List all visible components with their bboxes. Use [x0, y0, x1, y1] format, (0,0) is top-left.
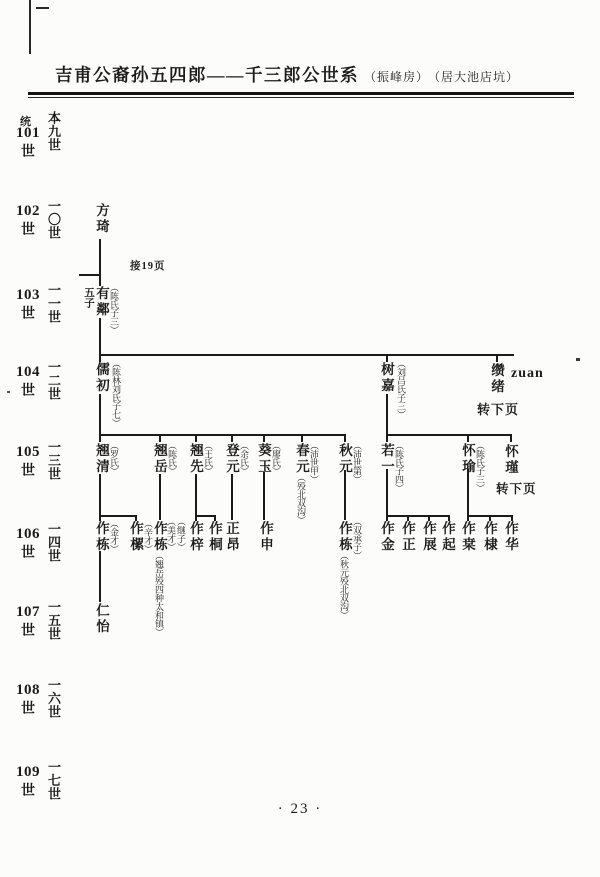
overall-generation-suffix: 世 [21, 223, 35, 238]
tree-connector-line [231, 474, 233, 520]
person-name: 秋元 [337, 443, 352, 475]
scan-artifact [576, 358, 580, 361]
branch-generation-label: 一二世 [46, 360, 61, 401]
tree-connector-line [386, 394, 388, 435]
person-annotation: （翘岳殁四种太和镇） [154, 551, 164, 636]
overall-generation-suffix: 世 [21, 546, 35, 561]
page-header [55, 62, 519, 87]
person-annotation: （辛才） [143, 519, 153, 553]
person-name: 怀瑾 [503, 444, 518, 476]
person-name: 作栋 [337, 521, 352, 553]
tree-connector-line [99, 434, 346, 436]
overall-generation-number: 103 [16, 287, 40, 303]
branch-generation-label: 一五世 [46, 600, 61, 641]
person-name: 翘岳 [152, 443, 167, 475]
person-name: 登元 [224, 443, 239, 475]
person-name: 怀瑜 [460, 443, 475, 475]
person-name: 作华 [503, 521, 518, 553]
residence-note: （居大池店坑） [434, 70, 520, 84]
tree-connector-line [99, 354, 514, 356]
person-name: 作申 [258, 521, 273, 553]
fifth-son-label: 五子 [83, 287, 94, 308]
overall-generation-number: 108 [16, 682, 40, 698]
tree-connector-line [99, 515, 137, 517]
overall-generation-suffix: 世 [21, 307, 35, 322]
branch-generation-label: 本九世 [46, 111, 61, 152]
overall-generation-suffix: 世 [21, 784, 35, 799]
person-annotation: （继子） [176, 517, 186, 551]
scan-artifact [7, 391, 10, 393]
person-annotation: （陈林刘氏子七） [111, 359, 121, 427]
person-name: 作桐 [207, 521, 222, 553]
overall-generation-number: 104 [16, 364, 40, 380]
tree-connector-line [99, 474, 101, 517]
tree-connector-line [195, 474, 197, 517]
person-annotation: （罗氏） [109, 441, 119, 475]
overall-generation-suffix: 世 [21, 384, 35, 399]
tree-connector-line [159, 436, 161, 442]
tree-connector-line [99, 274, 101, 286]
person-name: 作展 [421, 521, 436, 553]
branch-generation-label: 一六世 [46, 678, 61, 719]
overall-generation-number: 101 [16, 125, 40, 141]
person-annotation: （殁北双沟） [296, 473, 306, 524]
overall-generation-suffix: 世 [21, 464, 35, 479]
tree-connector-line [263, 472, 265, 520]
branch-generation-label: 一一世 [46, 283, 61, 324]
tree-connector-line [99, 318, 101, 356]
branch-generation-label: 一三世 [46, 440, 61, 481]
overall-generation-suffix: 世 [21, 624, 35, 639]
person-name: 春元 [294, 443, 309, 475]
person-annotation: （金才） [109, 519, 119, 553]
tree-connector-line [386, 515, 450, 517]
page-title: 吉甫公裔孙五四郎——千三郎公世系 [55, 65, 359, 85]
person-name: 作枽 [460, 521, 475, 553]
tree-connector-line [301, 436, 303, 442]
branch-generation-label: 一〇世 [46, 199, 61, 240]
person-annotation: （双承子） [352, 517, 362, 560]
tree-connector-line [344, 470, 346, 520]
branch-hall-note: （振峰房） [364, 70, 430, 84]
person-name: 方琦 [94, 203, 109, 235]
person-name: 翘先 [188, 443, 203, 475]
person-name: 树嘉 [379, 362, 394, 394]
title-rule [28, 92, 574, 95]
tree-connector-line [99, 551, 101, 602]
overall-generation-number: 102 [16, 203, 40, 219]
person-name: 作樏 [128, 521, 143, 553]
person-name: 作梓 [188, 521, 203, 553]
tree-connector-line [195, 515, 216, 517]
person-annotation: （陈氏子三） [109, 283, 119, 334]
tree-connector-line [231, 436, 233, 442]
overall-generation-suffix: 世 [21, 702, 35, 717]
tree-connector-line [467, 436, 469, 442]
tree-connector-line [386, 469, 388, 516]
person-annotation: （廖氏） [271, 441, 281, 475]
overall-generation-number: 106 [16, 526, 40, 542]
person-annotation: （沛世甲） [309, 441, 319, 484]
tree-connector-line [99, 394, 101, 435]
person-annotation: （沛世第） [352, 441, 362, 484]
person-annotation: （陈氏子四） [394, 441, 404, 492]
tree-connector-line [344, 436, 346, 442]
person-name: 缵绪 [489, 363, 504, 395]
overall-generation-prefix: 统 [20, 116, 31, 128]
tree-connector-line [510, 436, 512, 442]
branch-generation-label: 一四世 [46, 522, 61, 563]
person-annotation: （秋元殁北双沟） [339, 551, 349, 619]
person-name: 作棣 [482, 521, 497, 553]
tree-connector-line [386, 434, 512, 436]
person-name: 作栋 [94, 521, 109, 553]
tree-connector-line [467, 469, 469, 516]
person-annotation: （陈氏子三） [475, 441, 485, 492]
tree-connector-line [159, 474, 161, 520]
person-annotation: （陈氏） [167, 441, 177, 475]
page-number: · 23 · [277, 801, 323, 817]
pinyin-annotation: zuan [511, 366, 544, 381]
person-name: 翘清 [94, 443, 109, 475]
branch-generation-label: 一七世 [46, 760, 61, 801]
title-rule [28, 97, 574, 98]
tree-connector-line [79, 274, 101, 276]
person-name: 葵玉 [256, 443, 271, 475]
continue-next-page-label: 转下页 [477, 402, 520, 417]
tree-connector-line [386, 436, 388, 442]
scan-artifact [29, 0, 31, 54]
person-name: 若一 [379, 443, 394, 475]
overall-generation-number: 109 [16, 764, 40, 780]
person-name: 正昂 [224, 521, 239, 553]
continued-from-page-19-label: 接19页 [130, 261, 166, 272]
continue-next-page-label: 转下页 [496, 482, 537, 496]
person-name: 作金 [379, 521, 394, 553]
person-name: 仁怡 [94, 603, 109, 635]
person-annotation: （余氏） [239, 441, 249, 475]
person-name: 作起 [440, 521, 455, 553]
person-name: 儒初 [94, 362, 109, 394]
person-annotation: （刘吕氏子三） [396, 359, 406, 419]
overall-generation-number: 105 [16, 444, 40, 460]
person-name: 作正 [400, 521, 415, 553]
person-name: 有鄰 [94, 286, 109, 318]
overall-generation-number: 107 [16, 604, 40, 620]
tree-connector-line [99, 239, 101, 275]
person-annotation: （美才） [166, 517, 176, 551]
tree-connector-line [99, 436, 101, 442]
tree-connector-line [263, 436, 265, 442]
scan-artifact [36, 7, 49, 9]
person-annotation: （王氏） [203, 441, 213, 475]
overall-generation-suffix: 世 [21, 145, 35, 160]
tree-connector-line [195, 436, 197, 442]
person-name: 作栋 [152, 521, 167, 553]
tree-connector-line [496, 356, 498, 362]
